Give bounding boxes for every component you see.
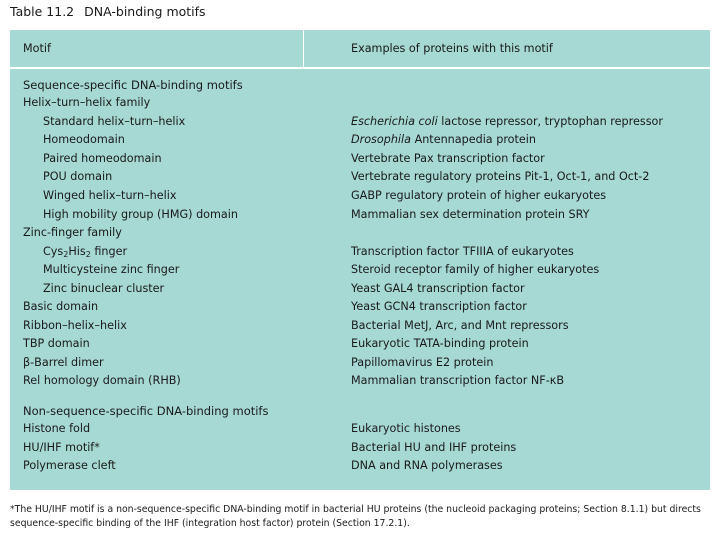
- table-row: Homeodomain Drosophila Antennapedia protein: [43, 133, 536, 146]
- table-row: Basic domain Yeast GCN4 transcription factor: [23, 300, 527, 313]
- table-row: Helix–turn–helix family: [23, 96, 151, 109]
- header-divider: [303, 30, 304, 67]
- table-number: Table 11.2: [10, 4, 75, 19]
- table-row: Standard helix–turn–helix Escherichia coli lactose repressor, tryptophan repressor: [43, 115, 663, 128]
- table-row: Paired homeodomain Vertebrate Pax transcription factor: [43, 152, 545, 165]
- table-row: Histone fold Eukaryotic histones: [23, 422, 461, 435]
- table-caption: [10, 4, 206, 19]
- table-row: Cys$_2$His$_2$ finger Transcription factor TFIIIA of eukaryotes: [43, 245, 574, 259]
- table-row: High mobility group (HMG) domain Mammalian sex determination protein SRY: [43, 208, 590, 221]
- table-row: β-Barrel dimer Papillomavirus E2 protein: [23, 356, 494, 369]
- table-row: Winged helix–turn–helix GABP regulatory protein of higher eukaryotes: [43, 189, 607, 202]
- table-row: POU domain Vertebrate regulatory proteins Pit-1, Oct-1, and Oct-2: [43, 170, 650, 183]
- table-footnote: *The HU/IHF motif is a non-sequence-specific DNA-binding motif in bacterial HU proteins (the nucleoid packaging proteins; Section 8.1.1) but directs sequence-specific binding of the IHF (integration host factor) protein (Section 17.2.1).: [10, 504, 701, 529]
- table-row: Zinc binuclear cluster Yeast GAL4 transcription factor: [43, 282, 525, 295]
- motif-table: [10, 30, 710, 490]
- table-header: [10, 30, 710, 69]
- table-row: Zinc-finger family: [23, 226, 122, 239]
- table-title: DNA-binding motifs: [84, 4, 206, 19]
- header-examples: Examples of proteins with this motif: [351, 42, 553, 55]
- table-row: Polymerase cleft DNA and RNA polymerases: [23, 459, 503, 472]
- table-row: TBP domain Eukaryotic TATA-binding protein: [23, 337, 529, 350]
- section-heading: Sequence-specific DNA-binding motifs: [23, 78, 243, 92]
- header-motif: Motif: [23, 42, 51, 55]
- table-row: HU/IHF motif* Bacterial HU and IHF proteins: [23, 441, 517, 454]
- section-heading: Non-sequence-specific DNA-binding motifs: [23, 404, 269, 418]
- table-row: Rel homology domain (RHB) Mammalian transcription factor NF-κB: [23, 374, 565, 387]
- table-row: Ribbon–helix–helix Bacterial MetJ, Arc, and Mnt repressors: [23, 319, 569, 332]
- table-row: Multicysteine zinc finger Steroid receptor family of higher eukaryotes: [43, 263, 600, 276]
